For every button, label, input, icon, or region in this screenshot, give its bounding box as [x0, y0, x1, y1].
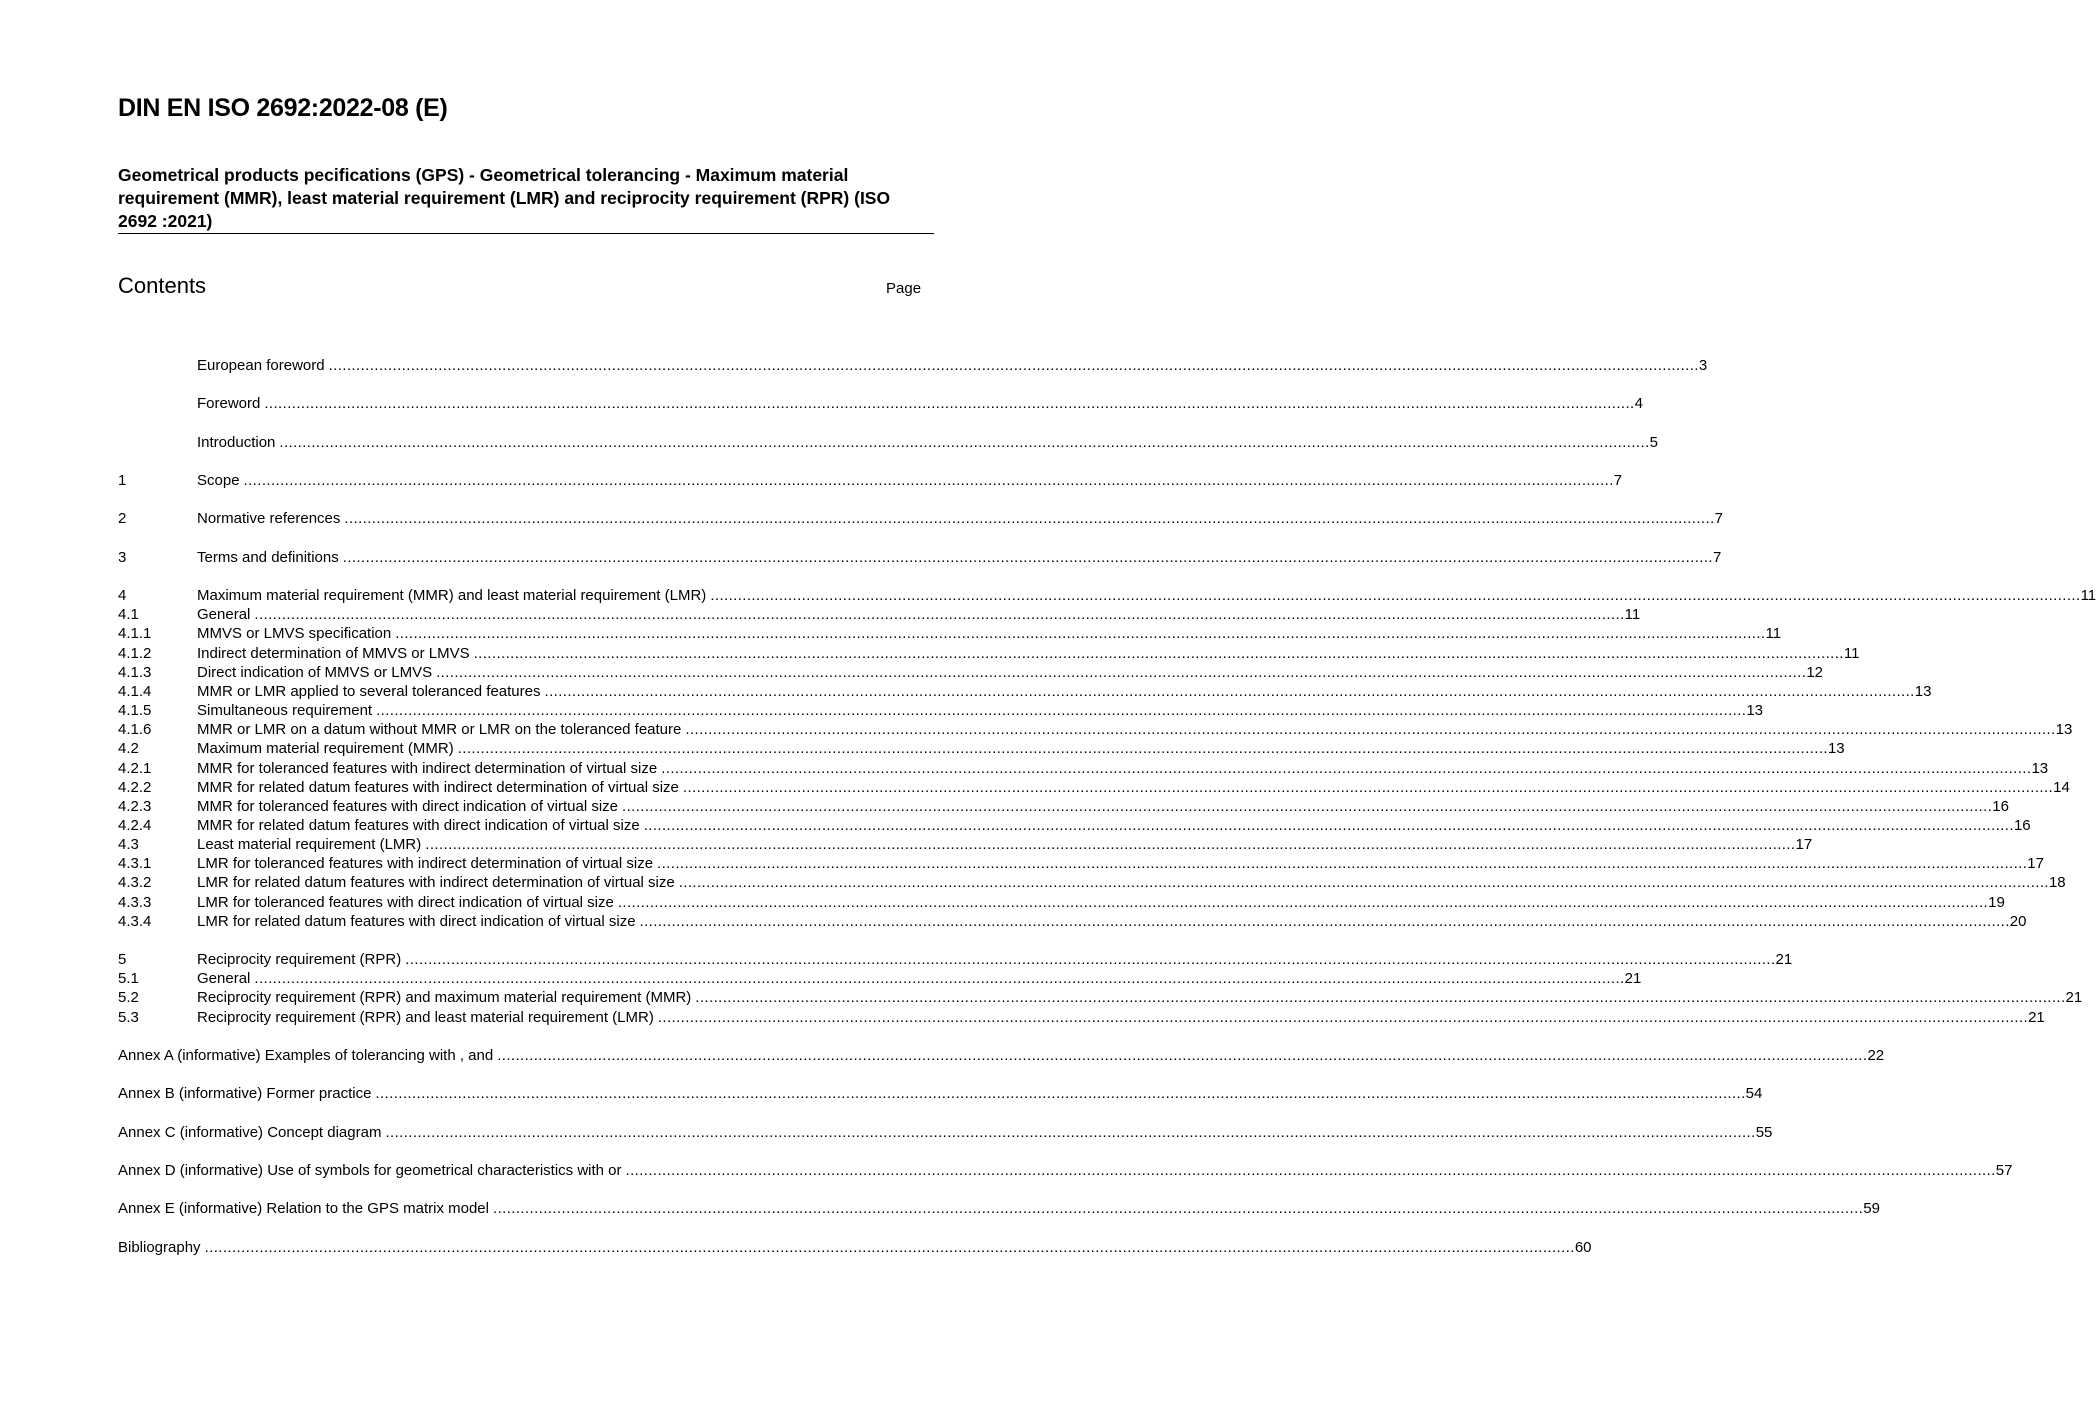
toc-entry-page: 60 [1574, 1239, 1592, 1256]
toc-entry-title: Annex D (informative) Use of symbols for geometrical characteristics with or [118, 1162, 622, 1179]
toc-entry-number: 5 [118, 951, 127, 968]
title-rule [118, 233, 934, 234]
toc-entry-title: MMR for related datum features with indirect determination of virtual size [197, 779, 679, 796]
toc-dot-leader: ............................................................................................................................................................................................................................................................................................................ [695, 989, 2066, 1006]
toc-dot-leader: ............................................................................................................................................................................................................................................................................................................ [617, 894, 1989, 911]
toc-dot-leader: ............................................................................................................................................................................................................................................................................................................ [710, 587, 2081, 604]
toc-entry-number: 1 [118, 472, 127, 489]
toc-entry[interactable] [118, 1123, 1773, 1142]
toc-entry-page: 7 [1714, 510, 1723, 527]
toc-entry-page: 7 [1613, 472, 1623, 489]
toc-entry[interactable] [118, 644, 1860, 663]
toc-entry[interactable] [118, 969, 1642, 988]
toc-entry-title: General [197, 970, 251, 987]
toc-entry-number: 4 [118, 587, 127, 604]
toc-entry-page: 20 [2009, 913, 2027, 930]
toc-dot-leader: ............................................................................................................................................................................................................................................................................................................ [328, 357, 1699, 374]
toc-entry-number: 5.1 [118, 970, 139, 987]
toc-dot-leader: ............................................................................................................................................................................................................................................................................................................ [375, 1085, 1746, 1102]
toc-entry-number: 4.1.2 [118, 645, 152, 662]
toc-entry-number: 4.1.6 [118, 721, 152, 738]
toc-entry-title: MMVS or LMVS specification [197, 625, 392, 642]
toc-entry-title: Foreword [197, 395, 261, 412]
toc-entry[interactable] [118, 854, 2044, 873]
toc-entry[interactable] [118, 1161, 2013, 1180]
toc-entry-page: 57 [1995, 1162, 2013, 1179]
toc-dot-leader: ............................................................................................................................................................................................................................................................................................................ [457, 740, 1828, 757]
toc-entry-number: 4.3.2 [118, 874, 152, 891]
toc-entry-title: Direct indication of MMVS or LMVS [197, 664, 433, 681]
toc-entry[interactable] [118, 893, 2005, 912]
toc-entry-number: 2 [118, 510, 127, 527]
toc-entry-number: 4.1.1 [118, 625, 152, 642]
toc-entry[interactable] [118, 586, 2096, 605]
toc-entry-number: 4.2.2 [118, 779, 152, 796]
toc-entry[interactable] [118, 509, 1723, 528]
toc-entry-page: 17 [2027, 855, 2044, 872]
toc-dot-leader: ............................................................................................................................................................................................................................................................................................................ [661, 760, 2032, 777]
toc-entry[interactable] [118, 1046, 1885, 1065]
toc-entry-title: Annex B (informative) Former practice [118, 1085, 372, 1102]
document-title: Geometrical products pecifications (GPS) - Geometrical tolerancing - Maximum material requirement (MMR), least material requirement (LMR) and reciprocity requirement (RPR) (ISO 2692 :2021) [118, 165, 891, 231]
toc-entry[interactable] [118, 663, 1824, 682]
toc-entry-number: 4.1 [118, 606, 139, 623]
toc-entry-title: MMR or LMR applied to several toleranced features [197, 683, 541, 700]
toc-entry-page: 21 [1624, 970, 1642, 987]
toc-entry[interactable] [118, 816, 2031, 835]
toc-entry-page: 22 [1867, 1047, 1885, 1064]
toc-entry[interactable] [118, 605, 1641, 624]
document-id: DIN EN ISO 2692:2022-08 (E) [118, 94, 448, 122]
toc-entry-number: 4.2.1 [118, 760, 152, 777]
toc-dot-leader: ............................................................................................................................................................................................................................................................................................................ [204, 1239, 1575, 1256]
toc-entry-title: Reciprocity requirement (RPR) [197, 951, 402, 968]
toc-entry[interactable] [118, 394, 1643, 413]
toc-dot-leader: ............................................................................................................................................................................................................................................................................................................ [342, 549, 1713, 566]
toc-entry-title: LMR for related datum features with indirect determination of virtual size [197, 874, 675, 891]
toc-dot-leader: ............................................................................................................................................................................................................................................................................................................ [254, 606, 1625, 623]
contents-heading: Contents [118, 273, 207, 298]
toc-dot-leader: ............................................................................................................................................................................................................................................................................................................ [678, 874, 2049, 891]
toc-entry-page: 59 [1863, 1200, 1880, 1217]
toc-dot-leader: ............................................................................................................................................................................................................................................................................................................ [436, 664, 1807, 681]
toc-entry-page: 55 [1755, 1124, 1773, 1141]
toc-entry-number: 4.3.3 [118, 894, 152, 911]
toc-dot-leader: ............................................................................................................................................................................................................................................................................................................ [344, 510, 1715, 527]
toc-entry-title: Reciprocity requirement (RPR) and least material requirement (LMR) [197, 1009, 654, 1026]
toc-entry-title: Reciprocity requirement (RPR) and maximum material requirement (MMR) [197, 989, 692, 1006]
toc-entry-title: LMR for toleranced features with direct indication of virtual size [197, 894, 614, 911]
toc-entry[interactable] [118, 912, 2027, 931]
toc-entry-page: 12 [1806, 664, 1824, 681]
toc-entry-page: 16 [2013, 817, 2031, 834]
toc-entry-number: 4.1.5 [118, 702, 152, 719]
toc-entry[interactable] [118, 873, 2066, 892]
toc-dot-leader: ............................................................................................................................................................................................................................................................................................................ [385, 1124, 1756, 1141]
toc-entry-title: General [197, 606, 251, 623]
toc-entry-title: Annex E (informative) Relation to the GPS matrix model [118, 1200, 489, 1217]
toc-entry-title: Maximum material requirement (MMR) [197, 740, 454, 757]
toc-entry-page: 4 [1634, 395, 1643, 412]
toc-entry-page: 11 [1765, 625, 1782, 642]
toc-entry-page: 13 [2055, 721, 2073, 738]
toc-entry[interactable] [118, 739, 1845, 758]
toc-entry-page: 13 [1746, 702, 1764, 719]
toc-dot-leader: ............................................................................................................................................................................................................................................................................................................ [395, 625, 1766, 642]
toc-dot-leader: ............................................................................................................................................................................................................................................................................................................ [622, 798, 1993, 815]
toc-dot-leader: ............................................................................................................................................................................................................................................................................................................ [376, 702, 1747, 719]
toc-entry[interactable] [118, 682, 1932, 701]
toc-entry[interactable] [118, 624, 1782, 643]
toc-dot-leader: ............................................................................................................................................................................................................................................................................................................ [682, 779, 2054, 796]
toc-entry[interactable] [118, 701, 1764, 720]
toc-entry[interactable] [118, 1199, 1880, 1218]
toc-dot-leader: ............................................................................................................................................................................................................................................................................................................ [657, 1009, 2029, 1026]
toc-entry[interactable] [118, 778, 2070, 797]
toc-entry-number: 5.3 [118, 1009, 139, 1026]
toc-entry-page: 21 [2065, 989, 2083, 1006]
toc-entry-page: 17 [1795, 836, 1813, 853]
toc-dot-leader: ............................................................................................................................................................................................................................................................................................................ [243, 472, 1614, 489]
toc-dot-leader: ............................................................................................................................................................................................................................................................................................................ [643, 817, 2014, 834]
toc-entry-page: 19 [1988, 894, 2005, 911]
toc-entry-number: 4.1.4 [118, 683, 152, 700]
toc-entry-page: 21 [2028, 1009, 2045, 1026]
toc-entry-title: Annex A (informative) Examples of tolerancing with , and [118, 1047, 494, 1064]
toc-entry-page: 13 [1827, 740, 1845, 757]
toc-dot-leader: ............................................................................................................................................................................................................................................................................................................ [279, 434, 1650, 451]
toc-entry-number: 5.2 [118, 989, 139, 1006]
toc-entry-page: 11 [1624, 606, 1641, 623]
toc-entry[interactable] [118, 950, 1793, 969]
toc-entry[interactable] [118, 1238, 1592, 1257]
toc-entry[interactable] [118, 356, 1708, 375]
toc-entry-number: 4.2.3 [118, 798, 152, 815]
toc-entry-page: 14 [2053, 779, 2070, 796]
toc-entry-page: 18 [2048, 874, 2066, 891]
toc-entry-number: 4.3 [118, 836, 139, 853]
toc-dot-leader: ............................................................................................................................................................................................................................................................................................................ [473, 645, 1844, 662]
toc-entry-page: 21 [1775, 951, 1793, 968]
toc-entry[interactable] [118, 1008, 2045, 1027]
toc-entry-number: 4.2.4 [118, 817, 152, 834]
toc-entry-number: 4.3.4 [118, 913, 152, 930]
toc-entry-page: 5 [1649, 434, 1658, 451]
toc-entry-number: 4.3.1 [118, 855, 152, 872]
toc-entry[interactable] [118, 471, 1623, 490]
toc-entry[interactable] [118, 797, 2009, 816]
toc-dot-leader: ............................................................................................................................................................................................................................................................................................................ [264, 395, 1635, 412]
toc-entry-title: Simultaneous requirement [197, 702, 373, 719]
toc-entry-number: 3 [118, 549, 127, 566]
toc-entry[interactable] [118, 759, 2049, 778]
toc-entry[interactable] [118, 988, 2083, 1007]
toc-entry-title: Indirect determination of MMVS or LMVS [197, 645, 470, 662]
toc-dot-leader: ............................................................................................................................................................................................................................................................................................................ [497, 1047, 1868, 1064]
toc-entry[interactable] [118, 1084, 1763, 1103]
toc-entry-title: LMR for related datum features with direct indication of virtual size [197, 913, 636, 930]
toc-entry-page: 16 [1992, 798, 2009, 815]
toc-dot-leader: ............................................................................................................................................................................................................................................................................................................ [685, 721, 2056, 738]
toc-entry-page: 13 [2031, 760, 2049, 777]
toc-entry-title: Terms and definitions [197, 549, 339, 566]
toc-entry-title: European foreword [197, 357, 325, 374]
toc-entry-title: Normative references [197, 510, 341, 527]
toc-dot-leader: ............................................................................................................................................................................................................................................................................................................ [405, 951, 1776, 968]
toc-entry-title: MMR for toleranced features with direct indication of virtual size [197, 798, 619, 815]
toc-entry[interactable] [118, 835, 1813, 854]
toc-entry-title: LMR for toleranced features with indirect determination of virtual size [197, 855, 654, 872]
toc-entry-title: Least material requirement (LMR) [197, 836, 422, 853]
toc-dot-leader: ............................................................................................................................................................................................................................................................................................................ [425, 836, 1796, 853]
toc-dot-leader: ............................................................................................................................................................................................................................................................................................................ [625, 1162, 1996, 1179]
toc-entry-title: MMR for related datum features with direct indication of virtual size [197, 817, 640, 834]
toc-entry-title: Maximum material requirement (MMR) and least material requirement (LMR) [197, 587, 707, 604]
toc-entry-number: 4.1.3 [118, 664, 152, 681]
toc-entry-number: 4.2 [118, 740, 139, 757]
toc-entry-title: MMR for toleranced features with indirect determination of virtual size [197, 760, 658, 777]
toc-dot-leader: ............................................................................................................................................................................................................................................................................................................ [639, 913, 2010, 930]
toc-entry-page: 11 [2080, 587, 2096, 604]
toc-dot-leader: ............................................................................................................................................................................................................................................................................................................ [254, 970, 1625, 987]
toc-dot-leader: ............................................................................................................................................................................................................................................................................................................ [544, 683, 1915, 700]
toc-entry-page: 13 [1914, 683, 1932, 700]
toc-entry-title: Annex C (informative) Concept diagram [118, 1124, 382, 1141]
toc-entry-title: Scope [197, 472, 240, 489]
toc-dot-leader: ............................................................................................................................................................................................................................................................................................................ [657, 855, 2028, 872]
toc-entry[interactable] [118, 548, 1722, 567]
toc-entry-page: 11 [1843, 645, 1860, 662]
toc-entry[interactable] [118, 720, 2073, 739]
toc-entry-title: Bibliography [118, 1239, 201, 1256]
page-column-heading: Page [886, 280, 922, 297]
toc-entry-title: Introduction [197, 434, 276, 451]
toc-entry-title: MMR or LMR on a datum without MMR or LMR on the toleranced feature [197, 721, 682, 738]
toc-entry[interactable] [118, 433, 1658, 452]
toc-entry-page: 7 [1713, 549, 1722, 566]
toc-entry-page: 54 [1745, 1085, 1763, 1102]
toc-entry-page: 3 [1698, 357, 1708, 374]
toc-dot-leader: ............................................................................................................................................................................................................................................................................................................ [493, 1200, 1864, 1217]
